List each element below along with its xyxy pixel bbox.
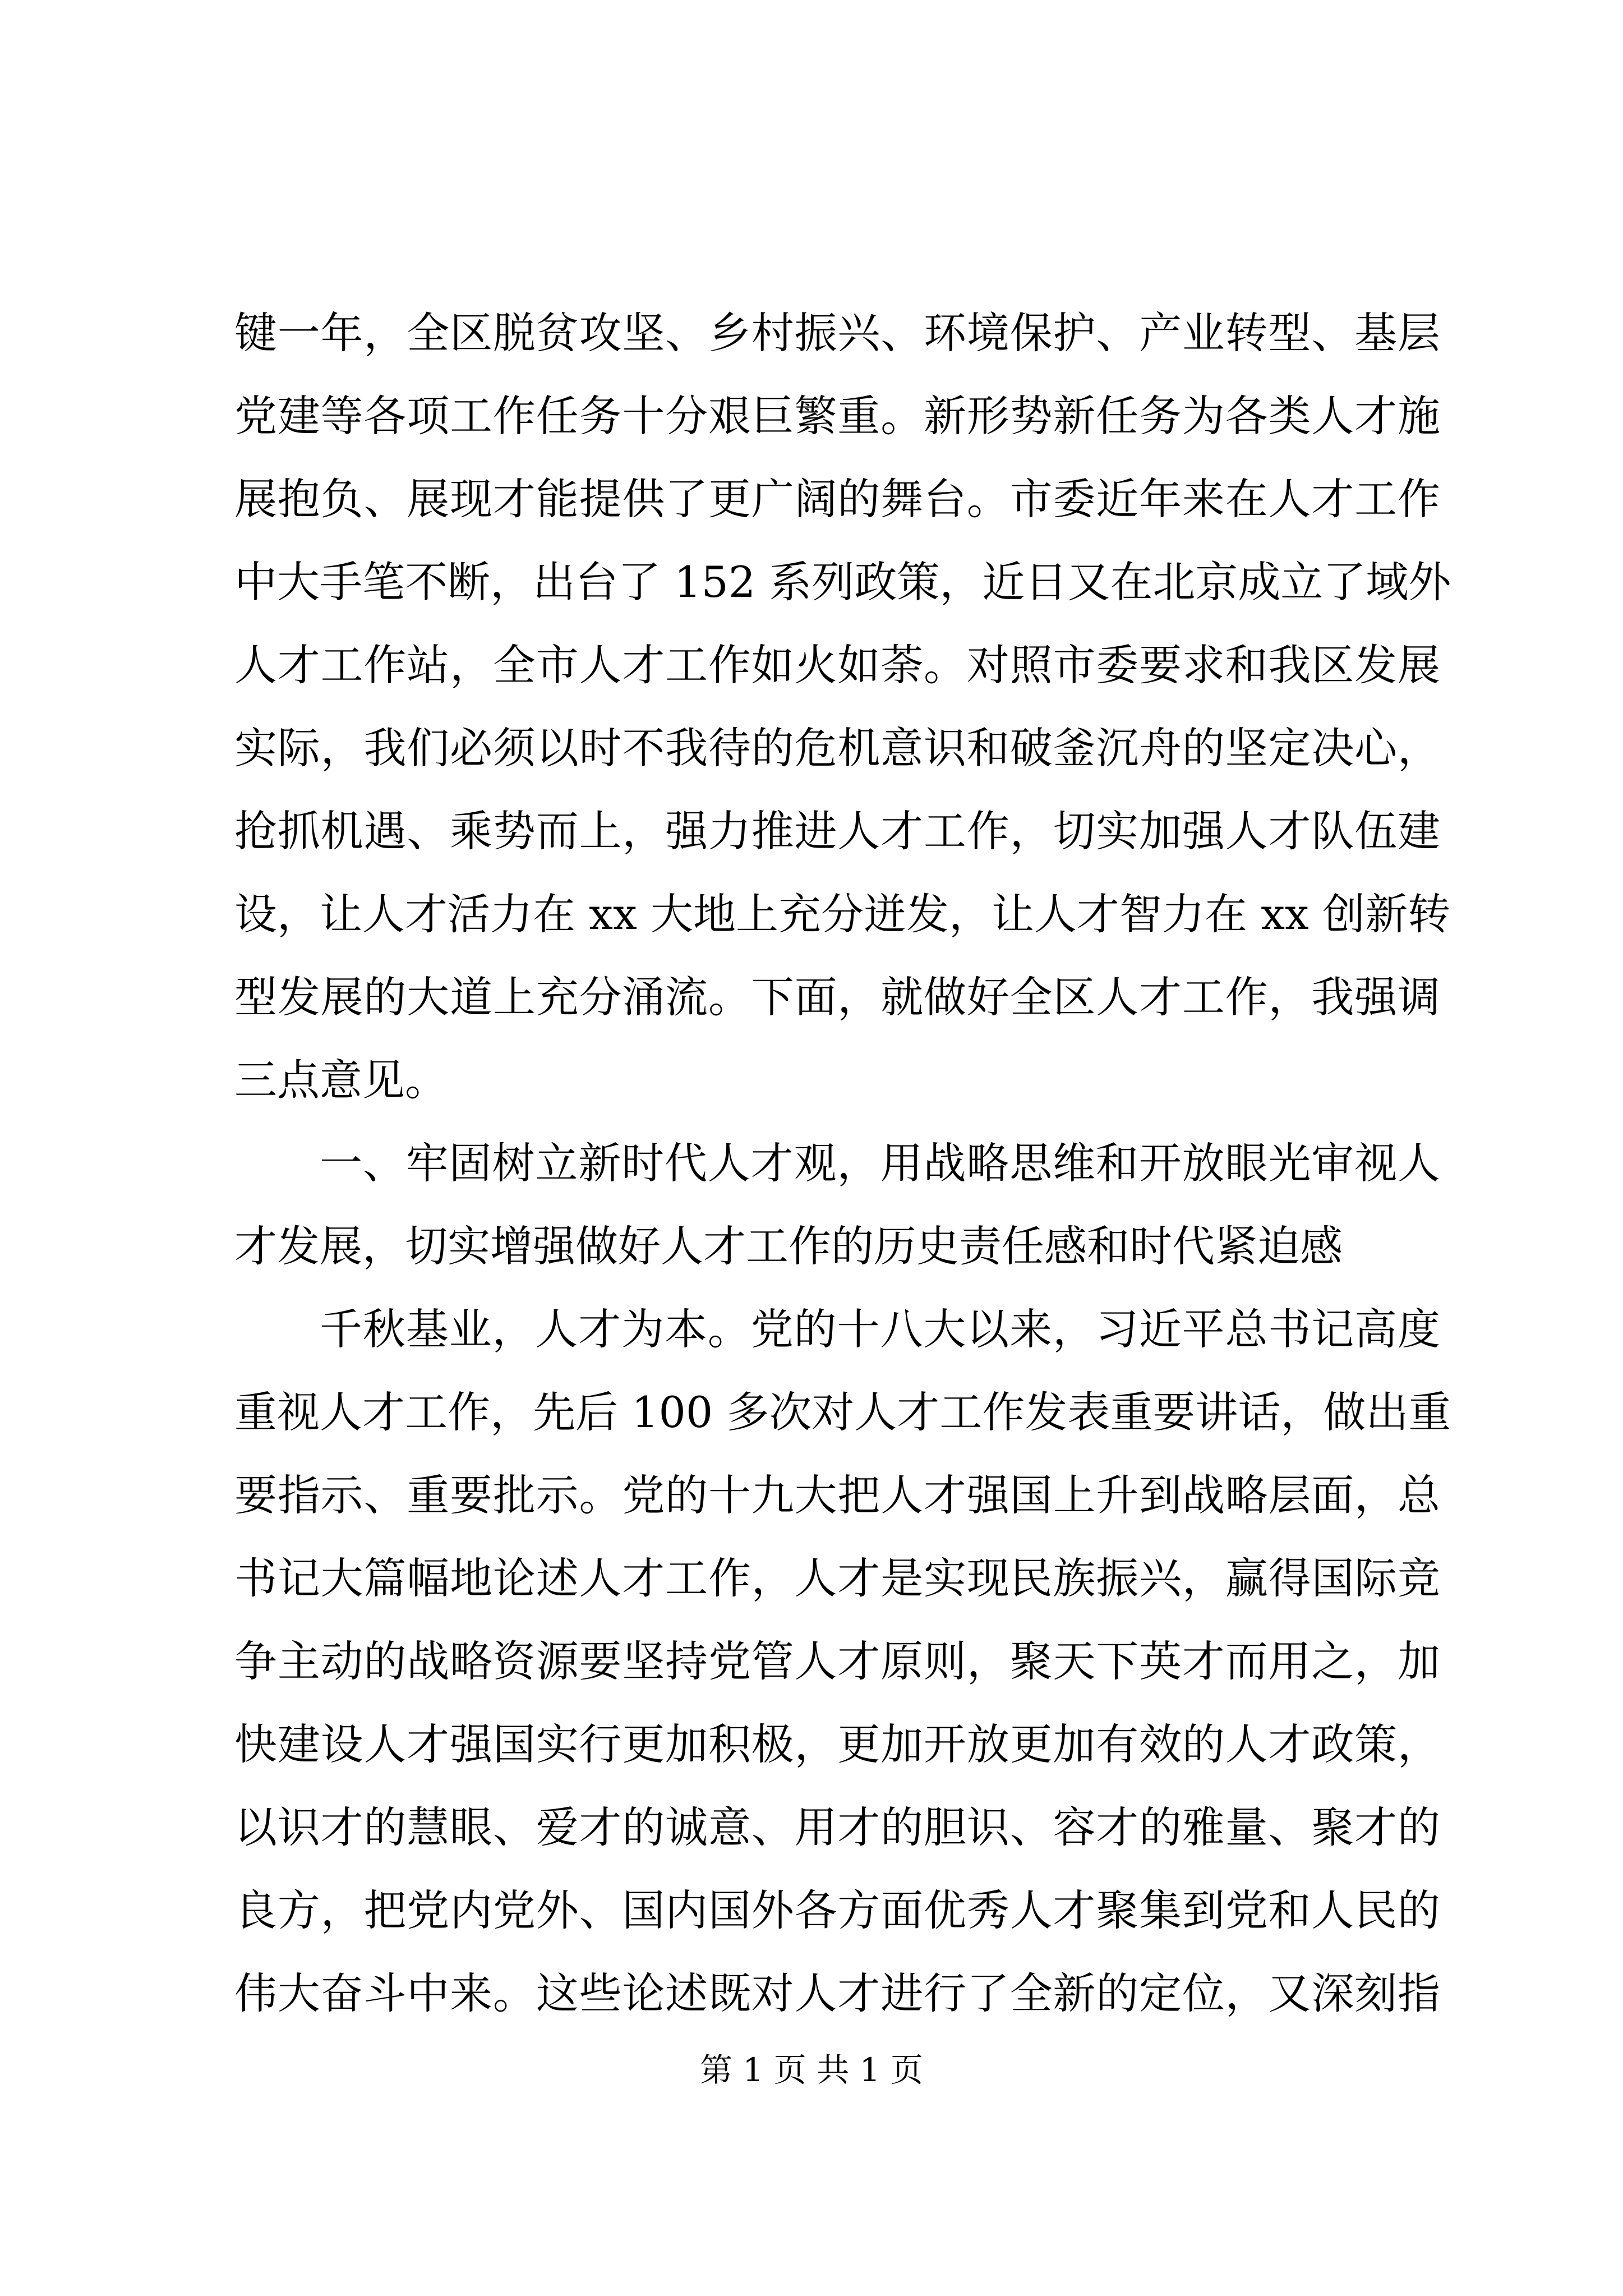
- text-line: 书记大篇幅地论述人才工作，人才是实现民族振兴，赢得国际竞: [234, 1553, 1440, 1603]
- text-line: 型发展的大道上充分涌流。下面，就做好全区人才工作，我强调: [234, 972, 1440, 1022]
- page-number-footer: 第 1 页 共 1 页: [700, 2051, 923, 2089]
- text-line: 抢抓机遇、乘势而上，强力推进人才工作，切实加强人才队伍建: [234, 806, 1440, 856]
- text-line: 党建等各项工作任务十分艰巨繁重。新形势新任务为各类人才施: [234, 391, 1440, 441]
- text-line: 设，让人才活力在 xx 大地上充分迸发，让人才智力在 xx 创新转: [234, 889, 1451, 939]
- section-heading-line: 一、牢固树立新时代人才观，用战略思维和开放眼光审视人: [320, 1138, 1440, 1188]
- text-line: 良方，把党内党外、国内国外各方面优秀人才聚集到党和人民的: [234, 1885, 1440, 1935]
- text-line: 以识才的慧眼、爱才的诚意、用才的胆识、容才的雅量、聚才的: [234, 1802, 1440, 1852]
- text-line: 伟大奋斗中来。这些论述既对人才进行了全新的定位，又深刻指: [234, 1968, 1440, 2018]
- text-line: 中大手笔不断，出台了 152 系列政策，近日又在北京成立了域外: [234, 557, 1451, 607]
- text-line: 千秋基业，人才为本。党的十八大以来，习近平总书记高度: [320, 1304, 1440, 1354]
- text-line: 实际，我们必须以时不我待的危机意识和破釜沉舟的坚定决心，: [234, 723, 1440, 773]
- text-line: 人才工作站，全市人才工作如火如荼。对照市委要求和我区发展: [234, 640, 1440, 690]
- document-body: [234, 292, 1451, 2035]
- text-line: 展抱负、展现才能提供了更广阔的舞台。市委近年来在人才工作: [234, 474, 1440, 524]
- text-line: 争主动的战略资源要坚持党管人才原则，聚天下英才而用之，加: [234, 1636, 1440, 1686]
- text-line: 快建设人才强国实行更加积极，更加开放更加有效的人才政策，: [234, 1719, 1440, 1769]
- section-heading-line: 才发展，切实增强做好人才工作的历史责任感和时代紧迫感: [234, 1221, 1343, 1271]
- text-line: 要指示、重要批示。党的十九大把人才强国上升到战略层面，总: [234, 1470, 1440, 1520]
- text-line: 重视人才工作，先后 100 多次对人才工作发表重要讲话，做出重: [234, 1387, 1451, 1437]
- text-line: 三点意见。: [234, 1055, 448, 1105]
- text-line: 键一年，全区脱贫攻坚、乡村振兴、环境保护、产业转型、基层: [234, 308, 1440, 358]
